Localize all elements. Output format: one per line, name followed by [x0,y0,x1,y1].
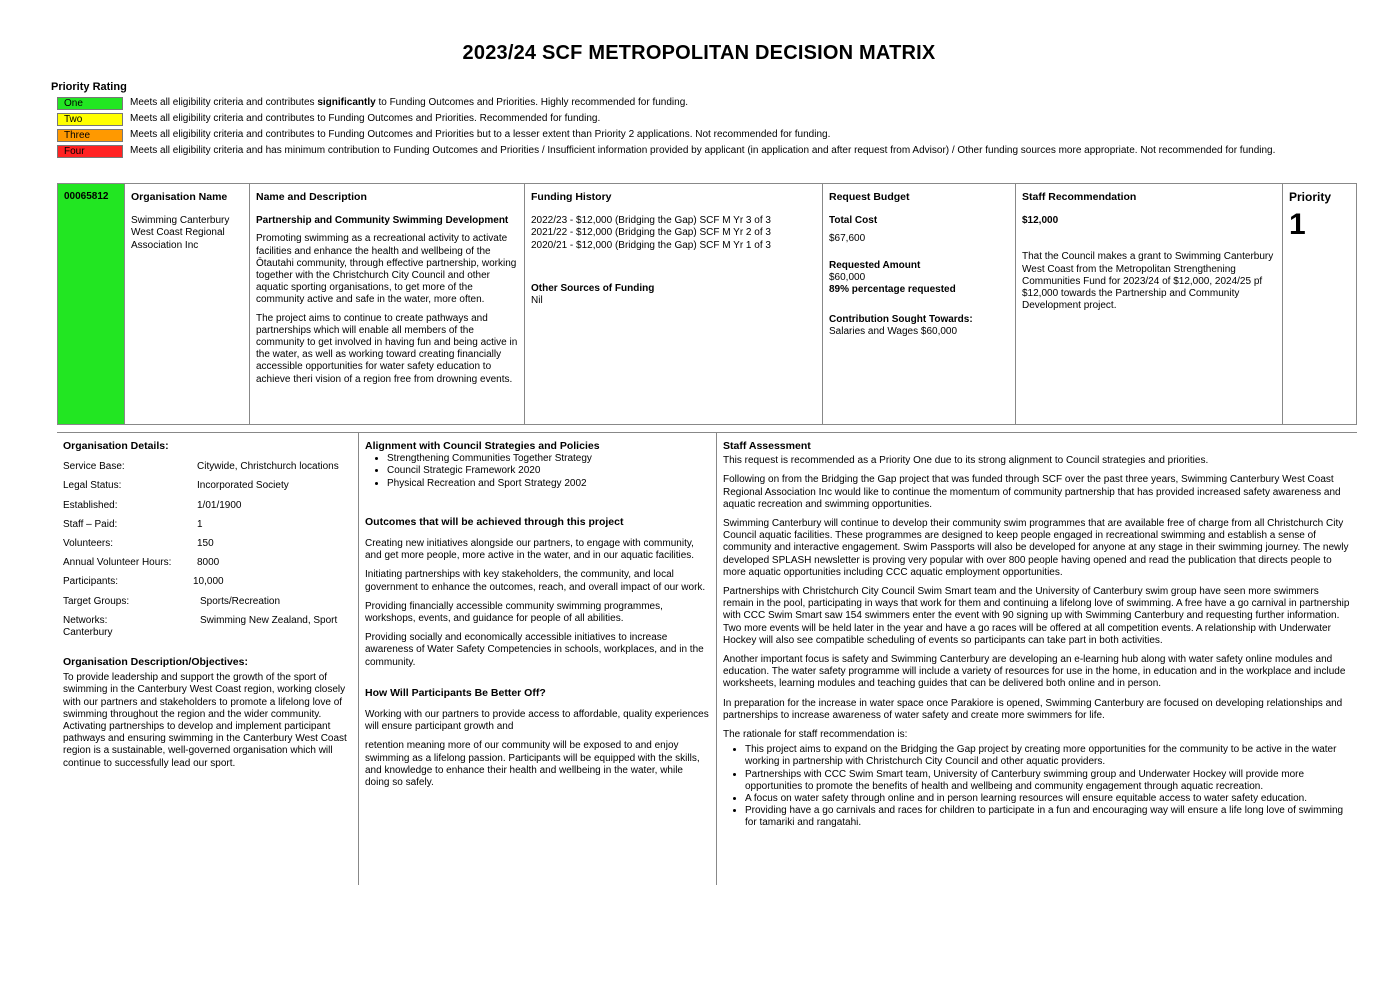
details-section [57,432,1357,885]
outcomes-heading: Outcomes that will be achieved through this project [365,515,624,528]
outcome-item: Providing socially and economically accessible initiatives to increase awareness of Water Safety Competencies in schools, workplaces, and in the community. [365,632,704,668]
detail-value: 1/01/1900 [197,499,242,511]
detail-label: Service Base: [63,461,125,473]
funding-history-heading: Funding History [531,191,612,203]
organisation-description: To provide leadership and support the growth of the sport of swimming in the Canterbury West Coast region, working closely with our partners and stakeholders to promote a lifelong love of swimming throughout the region and the wider community. Activating partnerships to develop and implement participant pathways and ensuring swimming in the Canterbury West Coast region is a sustainable, well-governed organisation which will continue to successfully lead our sport. [63,672,347,769]
contribution-label: Contribution Sought Towards: [829,314,973,326]
detail-label: Networks: [63,614,108,626]
staff-recommendation-amount: $12,000 [1022,215,1059,227]
priority-swatch-four: Four [57,145,123,158]
priority-swatch-two: Two [57,113,123,126]
page-title: 2023/24 SCF METROPOLITAN DECISION MATRIX [462,42,936,64]
priority-legend-row [57,129,1322,142]
organisation-name-heading: Organisation Name [131,191,228,203]
detail-row [63,615,352,627]
request-budget-cell [823,184,1016,424]
priority-desc-text: Meets all eligibility criteria and contributes [130,97,318,108]
priority-swatch-three: Three [57,129,123,142]
assessment-paragraph: Following on from the Bridging the Gap project that was funded through SCF over the past three years, Swimming Canterbury West Coast Regional Association Inc would like to continue the momentum of community partnership that has provided increased safety awareness and aquatic recreation and swimming opportunities. [723,474,1341,510]
alignment-item: • Strengthening Communities Together Strategy [387,453,710,465]
funding-history-item: 2020/21 - $12,000 (Bridging the Gap) SCF M Yr 1 of 3 [531,239,771,251]
funding-history-cell [525,184,823,424]
priority-desc-three: Meets all eligibility criteria and contributes to Funding Outcomes and Priorities but to a lesser extent than Priority 2 applications. Not recommended for funding. [130,129,831,140]
description-paragraph: Promoting swimming as a recreational activity to activate facilities and enhance the health and wellbeing of the Ōtautahi community, through effective partnership, working together with the Christchurch City Council and other aquatic sporting organisations, to get more of the community active and safe in the water, more often. [256,233,517,306]
application-id: 00065812 [64,191,109,202]
staff-recommendation-cell [1016,184,1283,424]
detail-row [63,596,352,615]
rationale-item: • Providing have a go carnivals and races for children to participate in a fun and encouraging way will ensure a life long love of swimming for tamariki and rangatahi. [745,805,1351,829]
description-cell [250,184,525,424]
outcome-item: Providing financially accessible community swimming programmes, workshops, events, and guidance for people of all abilities. [365,600,663,625]
detail-value: Citywide, Christchurch locations [197,461,339,473]
detail-row [63,500,352,519]
priority-legend [57,97,1322,161]
alignment-column [359,433,717,885]
rationale-item: • Partnerships with CCC Swim Smart team, University of Canterbury swimming group and Underwater Hockey will provide more opportunities to promote the benefits of health and wellbeing and community engagement through aquatic recreation. [745,769,1351,793]
rationale-item: • A focus on water safety through online and in person learning resources will ensure equitable access to water safety education. [745,793,1351,805]
assessment-paragraph: This request is recommended as a Priority One due to its strong alignment to Council strategies and priorities. [723,455,1209,467]
staff-assessment-column [717,433,1357,885]
application-summary-table [57,183,1357,425]
alignment-item: • Physical Recreation and Sport Strategy 2002 [387,478,710,490]
other-sources-value: Nil [531,295,543,307]
rationale-list [723,744,1351,829]
detail-label: Established: [63,499,118,511]
request-budget-heading: Request Budget [829,191,910,203]
detail-value: Sports/Recreation [200,595,281,607]
application-id-cell [58,184,125,424]
priority-desc-four: Meets all eligibility criteria and has minimum contribution to Funding Outcomes and Priorities / Insufficient information provided by applicant (in application and after request from Advisor) / Other funding sources more appropriate. Not recommended for funding. [130,145,1276,156]
organisation-name-cell [125,184,250,424]
detail-label: Target Groups: [63,595,130,607]
priority-desc-emphasis: significantly [317,97,376,108]
percentage-requested: 89% percentage requested [829,284,956,296]
assessment-paragraph: The rationale for staff recommendation is: [723,729,908,741]
organisation-description-heading: Organisation Description/Objectives: [63,655,248,668]
detail-value: Incorporated Society [197,480,289,492]
outcome-item: Initiating partnerships with key stakeholders, the community, and local government to enhance the outcomes, reach, and overall impact of our work. [365,569,706,593]
total-cost-label: Total Cost [829,215,878,227]
detail-label: Legal Status: [63,480,122,492]
description-paragraph: The project aims to continue to create pathways and partnerships which will enable all members of the community to get involved in having fun and being active in the water, as well as working toward creating financially accessible opportunities for water safety education to achieve theri vision of a region free from drowning events. [256,312,518,385]
detail-label: Staff – Paid: [63,518,118,530]
project-name: Partnership and Community Swimming Development [256,215,509,227]
total-cost-value: $67,600 [829,233,866,245]
priority-desc-one [123,97,1322,110]
better-off-paragraph: Working with our partners to provide access to affordable, quality experiences will ensure participant growth and [365,709,709,733]
organisation-details-column [57,433,359,885]
priority-desc-two: Meets all eligibility criteria and contributes to Funding Outcomes and Priorities. Recommended for funding. [130,113,601,124]
staff-assessment-heading: Staff Assessment [723,440,811,452]
detail-row [63,461,352,480]
outcome-item: Creating new initiatives alongside our partners, to engage with community, and get more people, more active in the water, and in our aquatic facilities. [365,538,695,562]
organisation-name: Swimming Canterbury West Coast Regional Association Inc [131,215,230,251]
detail-row [63,519,352,538]
other-sources-heading: Other Sources of Funding [531,282,655,294]
priority-legend-row [57,97,1322,110]
detail-value: 10,000 [193,576,224,588]
detail-label: Participants: [63,576,119,588]
alignment-list [365,453,710,490]
priority-legend-row [57,145,1322,158]
organisation-details-heading: Organisation Details: [63,440,169,452]
better-off-paragraph: retention meaning more of our community will be exposed to and enjoy swimming as a lifelong passion. Participants will be equipped with the skills, and knowledge to enhance their health and wellbeing in the water, while doing so safely. [365,740,700,789]
detail-row [63,538,352,557]
assessment-paragraph: In preparation for the increase in water space once Parakiore is opened, Swimming Canterbury are focused on developing relationships and partnerships to increase awareness of water safety and create more swimmers for life. [723,697,1343,721]
alignment-heading: Alignment with Council Strategies and Policies [365,440,600,452]
detail-row [63,557,352,576]
detail-value: Swimming New Zealand, Sport [200,614,338,626]
detail-row [63,576,352,595]
assessment-paragraph: Swimming Canterbury will continue to develop their community swim programmes that are available free of charge from all Christchurch City Council aquatic facilities. These programmes are designed to keep people engaged in recreational swimming and establish a sense of community and interactive engagement. Swim Passports will also be developed for anyone at any stage in their swimming journey. The newly developed SPLASH newsletter is proving very popular with over 800 people having opened and read the publication that directs people to more aquatic opportunities including CCC aquatic employment opportunities. [723,518,1349,578]
assessment-paragraph: Another important focus is safety and Swimming Canterbury are developing an e-learning hub along with water safety online modules and education. The water safety programme will include a variety of resources for use in the home, in education and in the workplace and include worksheets, learning modules and teaching guides that can be delivered both online and in person. [723,654,1346,690]
staff-recommendation-text: That the Council makes a grant to Swimming Canterbury West Coast from the Metropolitan Strengthening Communities Fund for 2023/24 of $12,000, 2024/25 pf $12,000 towards the Partnership and Community Development project. [1022,251,1274,312]
detail-label: Volunteers: [63,537,114,549]
funding-history-item: 2022/23 - $12,000 (Bridging the Gap) SCF M Yr 3 of 3 [531,215,771,227]
priority-cell [1283,184,1356,424]
detail-value: 8000 [197,557,220,569]
contribution-value: Salaries and Wages $60,000 [829,326,958,338]
requested-amount-label: Requested Amount [829,259,921,271]
priority-legend-row [57,113,1322,126]
funding-history-item: 2021/22 - $12,000 (Bridging the Gap) SCF M Yr 2 of 3 [531,227,771,239]
alignment-item: • Council Strategic Framework 2020 [387,465,710,477]
detail-value: 150 [197,537,214,549]
priority-heading: Priority [1289,190,1332,204]
requested-amount-value: $60,000 [829,271,866,283]
priority-swatch-one: One [57,97,123,110]
staff-recommendation-heading: Staff Recommendation [1022,191,1137,203]
detail-label: Annual Volunteer Hours: [63,557,172,569]
assessment-paragraph: Partnerships with Christchurch City Council Swim Smart team and the University of Canterbury swim group have seen more swimmers remain in the pool, participating in ways that work for them and continuing a lifelong love of swimming. A free have a go carnival in partnership with CCC Swim Smart saw 154 swimmers enter the event with 90 signing up with Swimming Canterbury and requesting further information. Two more events will be held later in the year and have a go races will be offered at all competition events. A relationship with Underwater Hockey will also see compatible scheduling of events so participants can take part in both activities. [723,586,1350,646]
better-off-heading: How Will Participants Be Better Off? [365,686,546,699]
priority-desc-text: to Funding Outcomes and Priorities. Highly recommended for funding. [375,97,689,108]
detail-value: 1 [197,518,203,530]
detail-row [63,480,352,499]
priority-value: 1 [1289,208,1306,242]
networks-continued: Canterbury [63,626,113,638]
description-heading: Name and Description [256,191,367,203]
rationale-item: • This project aims to expand on the Bridging the Gap project by creating more opportunities for the community to be active in the water working in partnership with Christchurch City Council and other aquatic providers. [745,744,1351,768]
priority-rating-heading: Priority Rating [51,81,127,93]
